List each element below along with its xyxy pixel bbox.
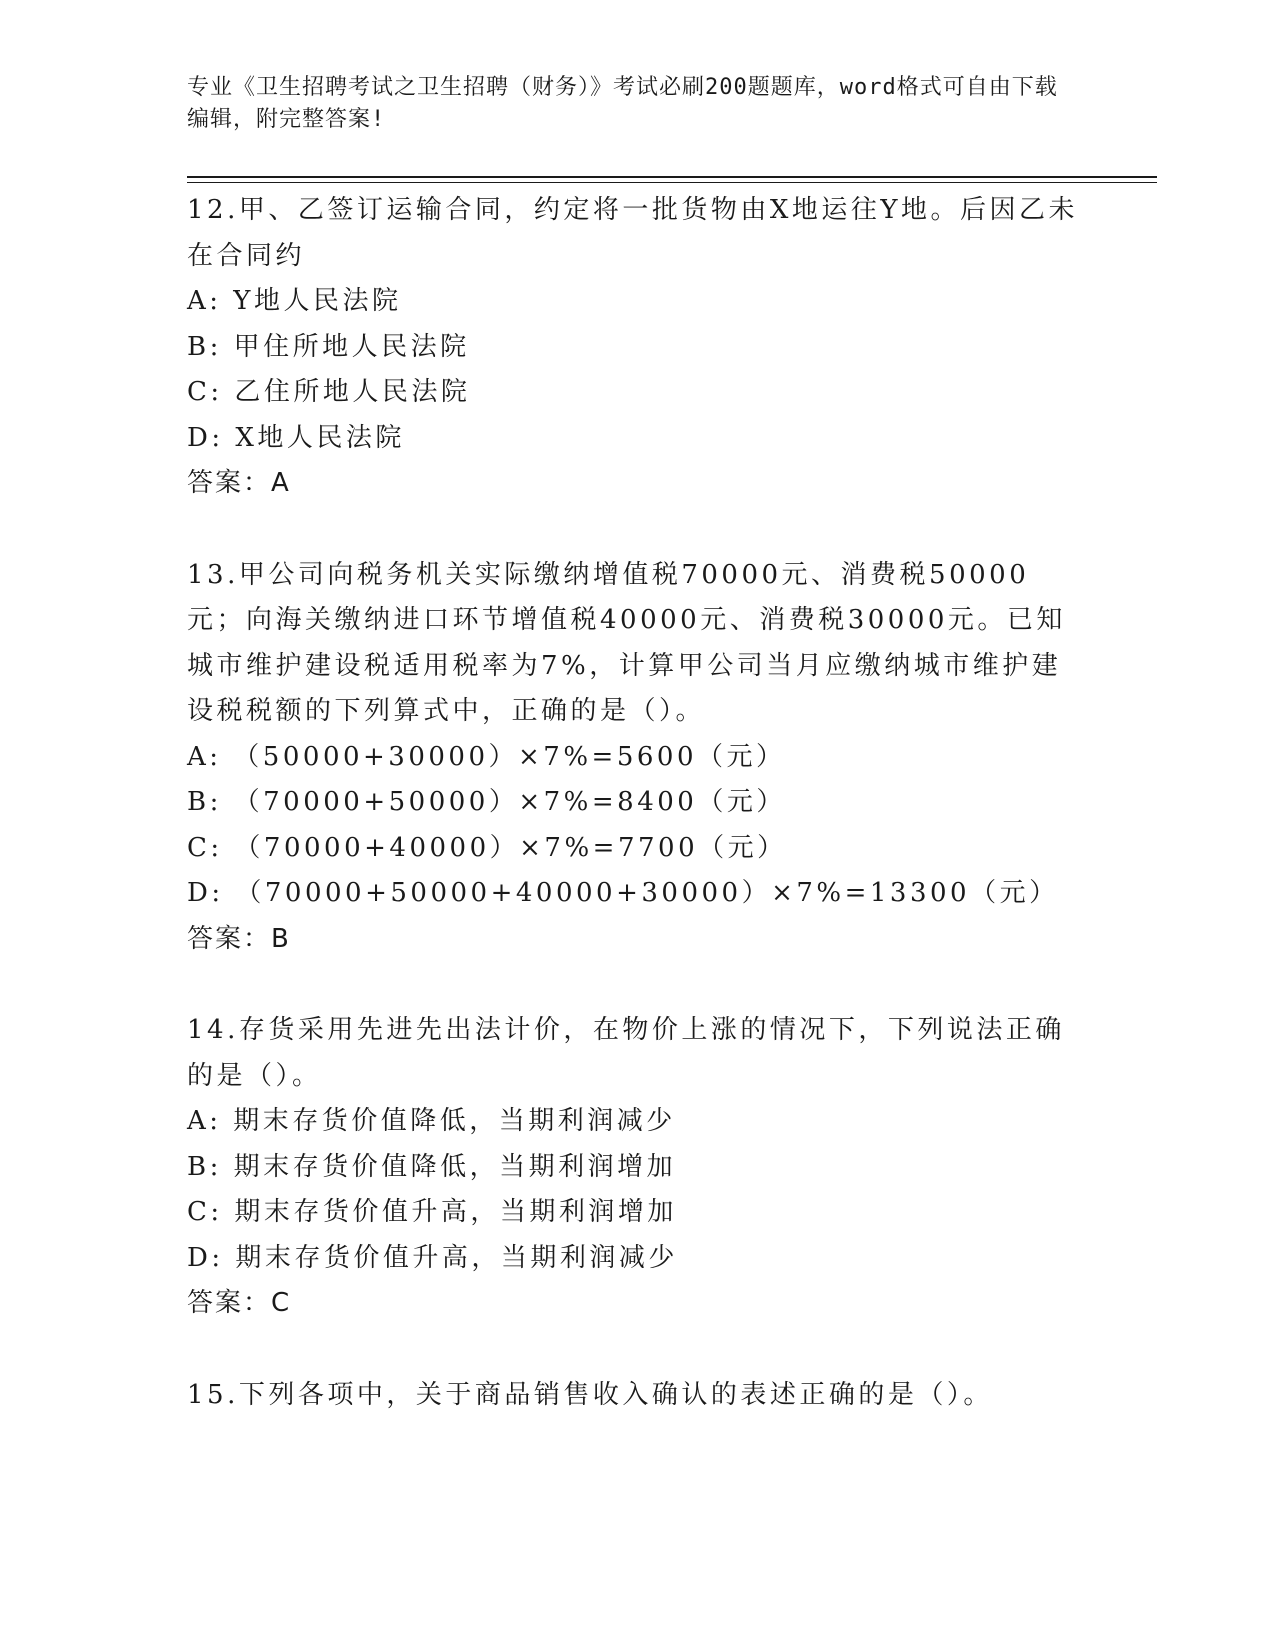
option-text: （70000+50000+40000+30000）×7%=13300（元） <box>223 878 1059 908</box>
option-d <box>187 416 1087 462</box>
option-label: D: <box>187 1242 224 1273</box>
option-label: D: <box>187 878 224 908</box>
option-c <box>187 826 1087 872</box>
question-12 <box>187 188 1087 507</box>
question-text: 14.存货采用先进先出法计价，在物价上涨的情况下，下列说法正确的是（）。 <box>187 1015 1065 1091</box>
option-label: B: <box>187 331 222 362</box>
option-text: X地人民法院 <box>223 422 405 453</box>
document-header: 专业《卫生招聘考试之卫生招聘（财务）》考试必刷200题题库，word格式可自由下载编辑，附完整答案! <box>187 75 1058 132</box>
option-d <box>187 871 1087 917</box>
question-13 <box>187 553 1087 963</box>
answer-text: 答案：B <box>187 923 291 954</box>
option-text: 甲住所地人民法院 <box>221 331 470 362</box>
option-b <box>187 325 1087 371</box>
question-list <box>187 188 1087 1464</box>
option-d <box>187 1236 1087 1282</box>
option-label: C: <box>187 377 223 407</box>
question-15 <box>187 1373 1087 1419</box>
option-label: B: <box>187 1151 222 1182</box>
option-text: 乙住所地人民法院 <box>222 377 471 407</box>
option-c <box>187 370 1087 416</box>
option-text: 期末存货价值降低，当期利润减少 <box>221 1106 676 1136</box>
option-text: 期末存货价值升高，当期利润增加 <box>222 1197 677 1227</box>
question-text: 12.甲、乙签订运输合同，约定将一批货物由X地运往Y地。后因乙未在合同约 <box>187 195 1079 271</box>
option-text: Y地人民法院 <box>221 286 402 316</box>
option-a <box>187 279 1087 325</box>
header-rule-thin <box>187 182 1157 183</box>
option-text: 期末存货价值升高，当期利润减少 <box>223 1242 678 1273</box>
option-text: （50000+30000）×7%=5600（元） <box>221 741 786 772</box>
option-b <box>187 1145 1087 1191</box>
answer-text: 答案：A <box>187 468 291 498</box>
option-label: A: <box>187 1106 222 1136</box>
answer-text: 答案：C <box>187 1288 292 1318</box>
option-text: 期末存货价值降低，当期利润增加 <box>221 1151 677 1182</box>
option-a <box>187 1099 1087 1145</box>
option-label: A: <box>187 286 222 316</box>
question-text: 13.甲公司向税务机关实际缴纳增值税70000元、消费税50000元；向海关缴纳进口环节增值税40000元、消费税30000元。已知城市维护建设税适用税率为7%，计算甲公司当月应缴纳城市维护建设税税额的下列算式中，正确的是（）。 <box>187 559 1066 726</box>
option-b <box>187 780 1087 826</box>
question-text: 15.下列各项中，关于商品销售收入确认的表述正确的是（）。 <box>187 1379 993 1410</box>
option-a <box>187 735 1087 781</box>
option-text: （70000+50000）×7%=8400（元） <box>221 787 786 817</box>
option-c <box>187 1190 1087 1236</box>
option-label: D: <box>187 422 224 453</box>
option-text: （70000+40000）×7%=7700（元） <box>222 832 787 863</box>
option-label: A: <box>187 741 222 772</box>
option-label: B: <box>187 787 222 817</box>
header-rule-thick <box>187 176 1157 178</box>
option-label: C: <box>187 1197 223 1227</box>
question-14 <box>187 1008 1087 1327</box>
option-label: C: <box>187 832 223 863</box>
